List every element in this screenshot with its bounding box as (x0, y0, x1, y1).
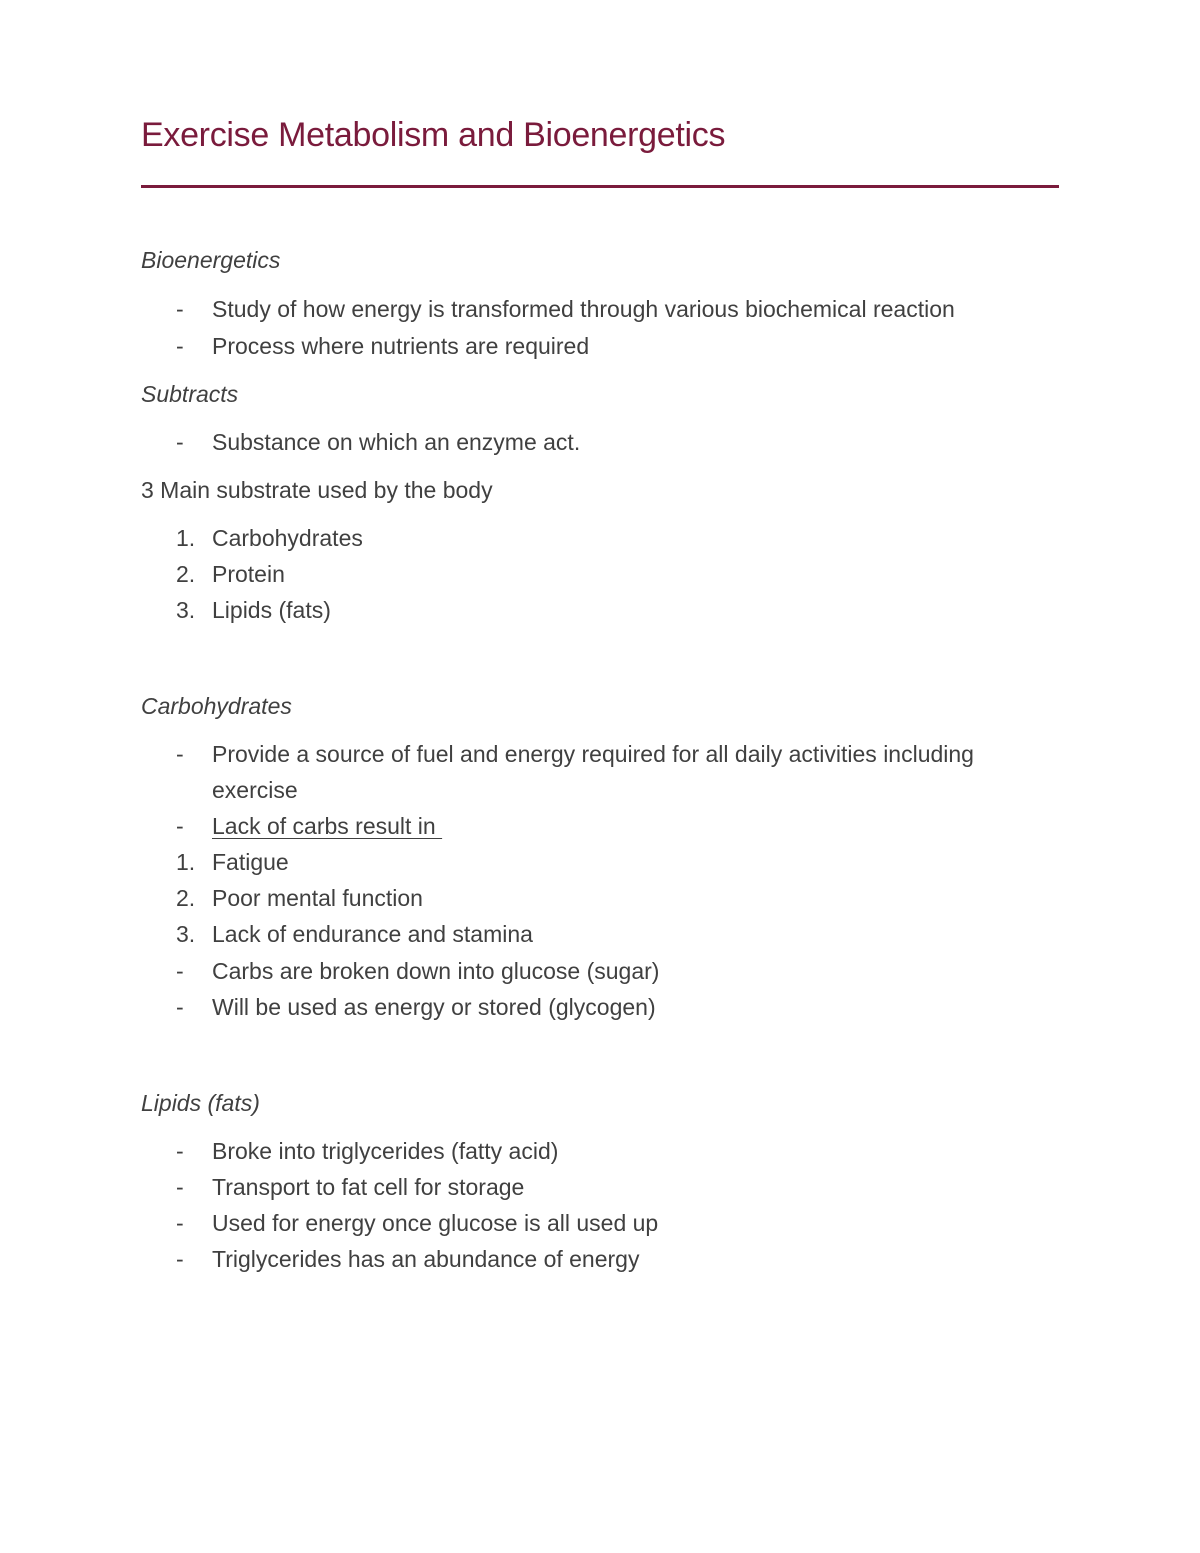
numbered-item-text: Protein (212, 561, 285, 587)
list-item-text-underlined: Lack of carbs result in (212, 813, 443, 839)
list-item-text: exercise (212, 777, 298, 803)
section-heading-subtracts: Subtracts (141, 381, 239, 407)
bullet-marker: - (176, 429, 184, 455)
item-number: 2. (176, 885, 196, 911)
bullet-marker: - (176, 994, 184, 1020)
item-number: 1. (176, 525, 196, 551)
bullet-marker: - (176, 958, 184, 984)
numbered-item-text: Carbohydrates (212, 525, 363, 551)
page-title: Exercise Metabolism and Bioenergetics (141, 116, 726, 154)
item-number: 3. (176, 597, 196, 623)
bullet-marker: - (176, 741, 184, 767)
item-number: 1. (176, 849, 196, 875)
list-item-text: Process where nutrients are required (212, 333, 590, 359)
numbered-item-text: Fatigue (212, 849, 289, 875)
list-item-text: Substance on which an enzyme act. (212, 429, 581, 455)
item-number: 3. (176, 921, 196, 947)
bullet-marker: - (176, 296, 184, 322)
bullet-marker: - (176, 1174, 184, 1200)
item-number: 2. (176, 561, 196, 587)
section-heading-bioenergetics: Bioenergetics (141, 247, 281, 273)
bullet-marker: - (176, 813, 184, 839)
bullet-marker: - (176, 333, 184, 359)
list-item-text: Triglycerides has an abundance of energy (212, 1246, 640, 1272)
bullet-marker: - (176, 1138, 184, 1164)
list-item-text: Study of how energy is transformed through various biochemical reaction (212, 296, 955, 322)
numbered-item-text: Lack of endurance and stamina (212, 921, 533, 947)
bullet-marker: - (176, 1246, 184, 1272)
section-heading-lipids: Lipids (fats) (141, 1090, 260, 1116)
list-item-text: Used for energy once glucose is all used up (212, 1210, 659, 1236)
list-item-text: Transport to fat cell for storage (212, 1174, 525, 1200)
list-item-text: Provide a source of fuel and energy required for all daily activities including (212, 741, 974, 767)
numbered-item-text: Lipids (fats) (212, 597, 331, 623)
list-item-text: Carbs are broken down into glucose (sugar) (212, 958, 660, 984)
list-item-text: Broke into triglycerides (fatty acid) (212, 1138, 559, 1164)
section-heading-carbohydrates: Carbohydrates (141, 693, 292, 719)
list-item-text: Will be used as energy or stored (glycogen) (212, 994, 656, 1020)
numbered-item-text: Poor mental function (212, 885, 423, 911)
bullet-marker: - (176, 1210, 184, 1236)
title-divider (141, 185, 1059, 188)
substrates-intro: 3 Main substrate used by the body (141, 477, 493, 503)
